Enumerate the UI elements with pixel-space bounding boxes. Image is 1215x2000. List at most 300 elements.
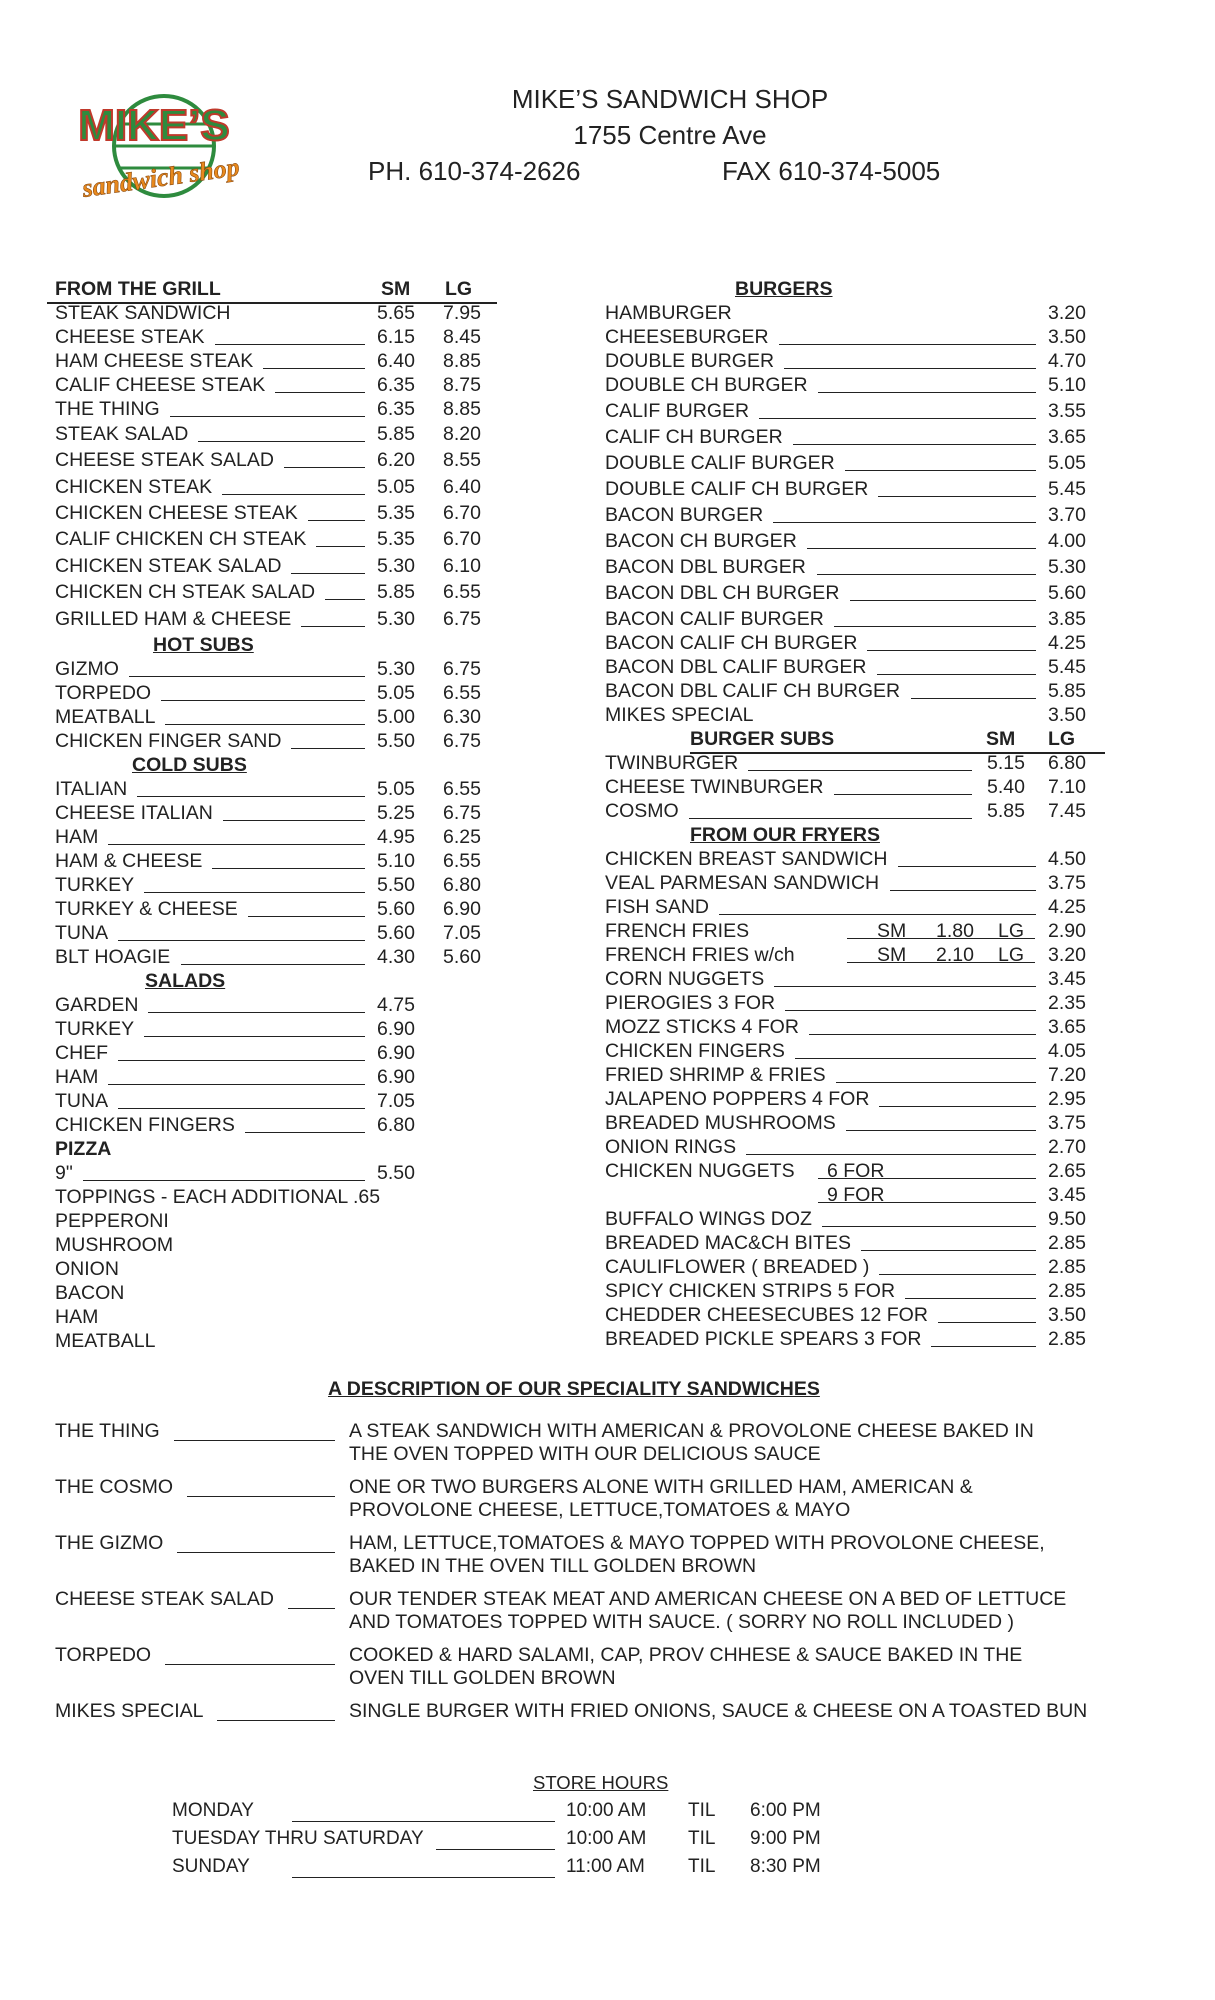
menu-row bbox=[55, 423, 525, 445]
price: 3.75 bbox=[1048, 1112, 1086, 1134]
menu-row bbox=[605, 350, 1105, 372]
menu-row bbox=[605, 896, 1105, 918]
qty-label: 6 FOR bbox=[827, 1160, 885, 1182]
price-sm: 5.50 bbox=[377, 730, 415, 752]
price: 5.85 bbox=[1048, 680, 1086, 702]
price-lg: 8.85 bbox=[443, 398, 481, 420]
description-line-2: THE OVEN TOPPED WITH OUR DELICIOUS SAUCE bbox=[349, 1443, 821, 1465]
leader-line bbox=[846, 1130, 1036, 1131]
menu-row bbox=[605, 530, 1105, 552]
price-sm: 5.10 bbox=[377, 850, 415, 872]
item-name: CALIF BURGER bbox=[605, 400, 750, 422]
leader-line bbox=[905, 1298, 1036, 1299]
menu-row bbox=[605, 1280, 1105, 1302]
leader-line bbox=[137, 796, 365, 797]
leader-line bbox=[817, 574, 1036, 575]
item-name: BLT HOAGIE bbox=[55, 946, 171, 968]
pizza-title: PIZZA bbox=[55, 1138, 112, 1160]
leader-line bbox=[222, 494, 365, 495]
price-lg: 6.75 bbox=[443, 730, 481, 752]
item-name: HAMBURGER bbox=[605, 302, 732, 324]
leader-line bbox=[834, 626, 1036, 627]
item-name: STEAK SANDWICH bbox=[55, 302, 231, 324]
menu-row bbox=[605, 920, 1105, 942]
menu-row bbox=[605, 400, 1105, 422]
price-sm: 6.80 bbox=[377, 1114, 415, 1136]
item-name: CHICKEN FINGERS bbox=[605, 1040, 785, 1062]
leader-line bbox=[785, 1010, 1036, 1011]
menu-row bbox=[55, 502, 525, 524]
description-name: MIKES SPECIAL bbox=[55, 1700, 204, 1722]
topping-item: ONION bbox=[55, 1258, 119, 1280]
price-sm: 5.35 bbox=[377, 528, 415, 550]
leader-line bbox=[847, 938, 1035, 939]
price-sm: 5.65 bbox=[377, 302, 415, 324]
menu-row bbox=[605, 1088, 1105, 1110]
item-name: GRILLED HAM & CHEESE bbox=[55, 608, 292, 630]
menu-row bbox=[605, 1016, 1105, 1038]
item-name: TORPEDO bbox=[55, 682, 152, 704]
price-sm: 4.95 bbox=[377, 826, 415, 848]
item-name: FRENCH FRIES w/ch bbox=[605, 944, 795, 966]
menu-row bbox=[55, 1114, 525, 1136]
price-lg: 6.80 bbox=[443, 874, 481, 896]
leader-line bbox=[83, 1180, 365, 1181]
menu-row bbox=[55, 1162, 525, 1184]
item-name: CHEESE ITALIAN bbox=[55, 802, 213, 824]
topping-item: HAM bbox=[55, 1306, 99, 1328]
leader-line bbox=[301, 626, 365, 627]
leader-line bbox=[291, 748, 365, 749]
item-name: DOUBLE CALIF BURGER bbox=[605, 452, 835, 474]
price-sm: 5.50 bbox=[377, 1162, 415, 1184]
price-sm: 6.20 bbox=[377, 449, 415, 471]
item-name: CHEESE TWINBURGER bbox=[605, 776, 824, 798]
leader-line bbox=[779, 344, 1036, 345]
price: 3.45 bbox=[1048, 968, 1086, 990]
menu-row bbox=[55, 1066, 525, 1088]
item-name: HAM & CHEESE bbox=[55, 850, 203, 872]
leader-line bbox=[822, 1226, 1036, 1227]
topping-item: MUSHROOM bbox=[55, 1234, 174, 1256]
menu-row bbox=[55, 398, 525, 420]
hours-til: TIL bbox=[688, 1800, 716, 1821]
price-lg: 8.75 bbox=[443, 374, 481, 396]
price: 3.20 bbox=[1048, 944, 1086, 966]
description-line-2: BAKED IN THE OVEN TILL GOLDEN BROWN bbox=[349, 1555, 757, 1577]
price: 3.65 bbox=[1048, 426, 1086, 448]
price: 3.55 bbox=[1048, 400, 1086, 422]
price-lg: 7.10 bbox=[1048, 776, 1086, 798]
price-sm: 6.90 bbox=[377, 1042, 415, 1064]
leader-line bbox=[898, 866, 1036, 867]
leader-line bbox=[291, 573, 365, 574]
description-name: CHEESE STEAK SALAD bbox=[55, 1588, 274, 1610]
menu-row bbox=[605, 848, 1105, 870]
price-lg: 6.70 bbox=[443, 502, 481, 524]
grill-title: FROM THE GRILL bbox=[55, 278, 221, 300]
price: 4.50 bbox=[1048, 848, 1086, 870]
description-line-2: OVEN TILL GOLDEN BROWN bbox=[349, 1667, 616, 1689]
price-sm: 5.05 bbox=[377, 682, 415, 704]
menu-row bbox=[55, 874, 525, 896]
menu-row bbox=[55, 1018, 525, 1040]
price-lg: 6.70 bbox=[443, 528, 481, 550]
menu-row bbox=[55, 922, 525, 944]
price: 5.30 bbox=[1048, 556, 1086, 578]
burgers-title: BURGERS bbox=[735, 278, 833, 300]
item-name: GIZMO bbox=[55, 658, 119, 680]
leader-line bbox=[845, 470, 1036, 471]
price: 3.70 bbox=[1048, 504, 1086, 526]
price-sm: 5.35 bbox=[377, 502, 415, 524]
description-line-2: PROVOLONE CHEESE, LETTUCE,TOMATOES & MAYO bbox=[349, 1499, 851, 1521]
price: 4.25 bbox=[1048, 896, 1086, 918]
item-name: CHEF bbox=[55, 1042, 109, 1064]
price: 3.50 bbox=[1048, 704, 1086, 726]
price: 3.50 bbox=[1048, 326, 1086, 348]
leader-line bbox=[308, 520, 365, 521]
leader-line bbox=[108, 1084, 365, 1085]
price: 5.10 bbox=[1048, 374, 1086, 396]
hours-close: 8:30 PM bbox=[750, 1856, 821, 1877]
price-lg: 6.75 bbox=[443, 608, 481, 630]
item-name: CHICKEN STEAK bbox=[55, 476, 213, 498]
price: 4.05 bbox=[1048, 1040, 1086, 1062]
leader-line bbox=[215, 344, 365, 345]
price: 5.05 bbox=[1048, 452, 1086, 474]
price: 4.25 bbox=[1048, 632, 1086, 654]
description-line-1: ONE OR TWO BURGERS ALONE WITH GRILLED HAM, AMERICAN & bbox=[349, 1476, 973, 1498]
hours-day: SUNDAY bbox=[172, 1856, 250, 1877]
leader-line bbox=[174, 1440, 335, 1441]
price: 3.65 bbox=[1048, 1016, 1086, 1038]
leader-line bbox=[284, 467, 365, 468]
leader-line bbox=[223, 820, 365, 821]
leader-line bbox=[890, 890, 1036, 891]
menu-row bbox=[55, 476, 525, 498]
item-name: TURKEY bbox=[55, 874, 135, 896]
leader-line bbox=[325, 599, 365, 600]
menu-row bbox=[605, 1064, 1105, 1086]
item-name: STEAK SALAD bbox=[55, 423, 189, 445]
leader-line bbox=[809, 1034, 1036, 1035]
item-name: TURKEY & CHEESE bbox=[55, 898, 238, 920]
price: 5.45 bbox=[1048, 478, 1086, 500]
price: 2.65 bbox=[1048, 1160, 1086, 1182]
menu-row bbox=[55, 350, 525, 372]
topping-item: PEPPERONI bbox=[55, 1210, 169, 1232]
leader-line bbox=[170, 416, 365, 417]
menu-row bbox=[605, 1040, 1105, 1062]
price-sm: 5.15 bbox=[987, 752, 1025, 774]
description-name: THE THING bbox=[55, 1420, 160, 1442]
lg-label: LG bbox=[998, 920, 1025, 942]
leader-line bbox=[818, 392, 1036, 393]
menu-row bbox=[55, 682, 525, 704]
description-name: THE COSMO bbox=[55, 1476, 174, 1498]
item-name: BACON CALIF BURGER bbox=[605, 608, 824, 630]
leader-line bbox=[879, 1106, 1036, 1107]
price-sm: 2.10 bbox=[936, 944, 974, 966]
item-name: FRENCH FRIES bbox=[605, 920, 750, 942]
price-lg: 7.05 bbox=[443, 922, 481, 944]
price: 4.00 bbox=[1048, 530, 1086, 552]
burger-subs-title: BURGER SUBS bbox=[690, 728, 835, 750]
menu-row bbox=[605, 478, 1105, 500]
leader-line bbox=[198, 441, 365, 442]
menu-row bbox=[605, 302, 1105, 324]
leader-line bbox=[746, 1154, 1036, 1155]
item-name: JALAPENO POPPERS 4 FOR bbox=[605, 1088, 870, 1110]
leader-line bbox=[165, 724, 365, 725]
item-name: BREADED MUSHROOMS bbox=[605, 1112, 836, 1134]
description-line-1: COOKED & HARD SALAMI, CAP, PROV CHHESE & SAUCE BAKED IN THE bbox=[349, 1644, 1023, 1666]
menu-row bbox=[605, 944, 1105, 966]
menu-row bbox=[55, 581, 525, 603]
leader-line bbox=[248, 916, 365, 917]
description-line-1: HAM, LETTUCE,TOMATOES & MAYO TOPPED WITH PROVOLONE CHEESE, bbox=[349, 1532, 1045, 1554]
price: 5.60 bbox=[1048, 582, 1086, 604]
price-sm: 1.80 bbox=[936, 920, 974, 942]
grill-header bbox=[47, 278, 497, 304]
item-name: 9" bbox=[55, 1162, 73, 1184]
item-name: CHICKEN CHEESE STEAK bbox=[55, 502, 298, 524]
item-name: BREADED PICKLE SPEARS 3 FOR bbox=[605, 1328, 922, 1350]
leader-line bbox=[288, 1608, 335, 1609]
menu-row bbox=[605, 504, 1105, 526]
price: 3.50 bbox=[1048, 1304, 1086, 1326]
menu-row bbox=[55, 994, 525, 1016]
price: 7.20 bbox=[1048, 1064, 1086, 1086]
price-lg: 6.55 bbox=[443, 682, 481, 704]
menu-row bbox=[605, 608, 1105, 630]
menu-row bbox=[605, 582, 1105, 604]
item-name: CALIF CHICKEN CH STEAK bbox=[55, 528, 307, 550]
item-name: FRIED SHRIMP & FRIES bbox=[605, 1064, 826, 1086]
shop-phone: PH. 610-374-2626 bbox=[368, 156, 581, 186]
leader-line bbox=[911, 698, 1036, 699]
topping-item: BACON bbox=[55, 1282, 125, 1304]
menu-row bbox=[55, 1090, 525, 1112]
price-lg: 8.85 bbox=[443, 350, 481, 372]
shop-fax: FAX 610-374-5005 bbox=[722, 156, 941, 186]
item-name: CHEDDER CHEESECUBES 12 FOR bbox=[605, 1304, 928, 1326]
leader-line bbox=[867, 650, 1036, 651]
item-name: MOZZ STICKS 4 FOR bbox=[605, 1016, 799, 1038]
item-name: HAM bbox=[55, 1066, 99, 1088]
menu-row bbox=[605, 968, 1105, 990]
price-sm: 5.30 bbox=[377, 555, 415, 577]
leader-line bbox=[795, 1058, 1036, 1059]
price-sm: 6.35 bbox=[377, 398, 415, 420]
shop-name: MIKE’S SANDWICH SHOP bbox=[511, 84, 829, 114]
item-name: HAM bbox=[55, 826, 99, 848]
price-sm: 5.40 bbox=[987, 776, 1025, 798]
price: 4.70 bbox=[1048, 350, 1086, 372]
item-name: SPICY CHICKEN STRIPS 5 FOR bbox=[605, 1280, 896, 1302]
menu-row bbox=[55, 802, 525, 824]
lg-header: LG bbox=[1048, 728, 1076, 750]
descriptions-title: A DESCRIPTION OF OUR SPECIALITY SANDWICHES bbox=[328, 1378, 820, 1400]
leader-line bbox=[689, 818, 972, 819]
price: 2.35 bbox=[1048, 992, 1086, 1014]
menu-row bbox=[605, 1112, 1105, 1134]
leader-line bbox=[118, 1108, 365, 1109]
item-name: BACON CH BURGER bbox=[605, 530, 797, 552]
hours-close: 9:00 PM bbox=[750, 1828, 821, 1849]
burger-subs-header bbox=[690, 728, 1105, 754]
item-name: TURKEY bbox=[55, 1018, 135, 1040]
leader-line bbox=[748, 770, 972, 771]
price-sm: 5.85 bbox=[377, 581, 415, 603]
item-name: TWINBURGER bbox=[605, 752, 739, 774]
store-hours-title: STORE HOURS bbox=[533, 1772, 669, 1793]
price: 3.20 bbox=[1048, 302, 1086, 324]
hours-open: 10:00 AM bbox=[566, 1800, 647, 1821]
svg-text:sandwich shop: sandwich shop bbox=[80, 152, 242, 203]
item-name: BACON DBL CALIF CH BURGER bbox=[605, 680, 901, 702]
item-name: PIEROGIES 3 FOR bbox=[605, 992, 776, 1014]
menu-row bbox=[605, 1184, 1105, 1206]
item-name: DOUBLE CH BURGER bbox=[605, 374, 808, 396]
price: 2.95 bbox=[1048, 1088, 1086, 1110]
item-name: BACON DBL BURGER bbox=[605, 556, 806, 578]
leader-line bbox=[784, 368, 1036, 369]
hours-day: MONDAY bbox=[172, 1800, 254, 1821]
leader-line bbox=[793, 444, 1036, 445]
leader-line bbox=[719, 914, 1036, 915]
menu-row bbox=[55, 658, 525, 680]
leader-line bbox=[836, 1082, 1036, 1083]
item-name: ONION RINGS bbox=[605, 1136, 737, 1158]
price-sm: 5.05 bbox=[377, 476, 415, 498]
menu-row bbox=[605, 992, 1105, 1014]
shop-address: 1755 Centre Ave bbox=[573, 120, 767, 150]
price-sm: 5.50 bbox=[377, 874, 415, 896]
price-lg: 7.45 bbox=[1048, 800, 1086, 822]
leader-line bbox=[850, 600, 1036, 601]
description-line-1: A STEAK SANDWICH WITH AMERICAN & PROVOLONE CHEESE BAKED IN bbox=[349, 1420, 1034, 1442]
description-line-2: AND TOMATOES TOPPED WITH SAUCE. ( SORRY NO ROLL INCLUDED ) bbox=[349, 1611, 1014, 1633]
hours-close: 6:00 PM bbox=[750, 1800, 821, 1821]
price: 3.85 bbox=[1048, 608, 1086, 630]
item-name: ITALIAN bbox=[55, 778, 128, 800]
lg-label: LG bbox=[998, 944, 1025, 966]
leader-line bbox=[187, 1496, 335, 1497]
price-sm: 5.85 bbox=[987, 800, 1025, 822]
item-name: BREADED MAC&CH BITES bbox=[605, 1232, 851, 1254]
price-lg: 6.75 bbox=[443, 802, 481, 824]
menu-row bbox=[605, 752, 1105, 774]
price-lg: 6.55 bbox=[443, 850, 481, 872]
price-lg: 6.90 bbox=[443, 898, 481, 920]
hours-open: 10:00 AM bbox=[566, 1828, 647, 1849]
leader-line bbox=[118, 940, 365, 941]
menu-row bbox=[605, 800, 1105, 822]
price: 3.45 bbox=[1048, 1184, 1086, 1206]
menu-row bbox=[605, 1232, 1105, 1254]
price-sm: 5.60 bbox=[377, 898, 415, 920]
menu-row bbox=[605, 326, 1105, 348]
description-name: TORPEDO bbox=[55, 1644, 152, 1666]
item-name: CHICKEN FINGERS bbox=[55, 1114, 235, 1136]
salads-title: SALADS bbox=[145, 970, 226, 992]
leader-line bbox=[879, 1274, 1036, 1275]
price-sm: 6.90 bbox=[377, 1066, 415, 1088]
item-name: MIKES SPECIAL bbox=[605, 704, 754, 726]
price: 9.50 bbox=[1048, 1208, 1086, 1230]
hours-open: 11:00 AM bbox=[566, 1856, 645, 1877]
price: 2.85 bbox=[1048, 1232, 1086, 1254]
price-sm: 5.00 bbox=[377, 706, 415, 728]
price-lg: 6.55 bbox=[443, 581, 481, 603]
menu-row bbox=[55, 1042, 525, 1064]
price-sm: 4.30 bbox=[377, 946, 415, 968]
leader-line bbox=[217, 1720, 335, 1721]
sm-label: SM bbox=[877, 920, 907, 942]
price-sm: 5.25 bbox=[377, 802, 415, 824]
leader-line bbox=[263, 368, 365, 369]
item-name: CALIF CHEESE STEAK bbox=[55, 374, 266, 396]
price: 3.75 bbox=[1048, 872, 1086, 894]
topping-item: MEATBALL bbox=[55, 1330, 156, 1352]
description-line-1: SINGLE BURGER WITH FRIED ONIONS, SAUCE & CHEESE ON A TOASTED BUN bbox=[349, 1700, 1088, 1722]
item-name: CHICKEN STEAK SALAD bbox=[55, 555, 282, 577]
item-name: DOUBLE CALIF CH BURGER bbox=[605, 478, 869, 500]
leader-line bbox=[212, 868, 365, 869]
item-name: CHICKEN FINGER SAND bbox=[55, 730, 282, 752]
menu-row bbox=[605, 704, 1105, 726]
price: 2.70 bbox=[1048, 1136, 1086, 1158]
price-lg: 6.30 bbox=[443, 706, 481, 728]
cold-subs-title: COLD SUBS bbox=[132, 754, 247, 776]
leader-line bbox=[292, 1877, 555, 1878]
leader-line bbox=[165, 1664, 335, 1665]
leader-line bbox=[847, 962, 1035, 963]
price-sm: 6.40 bbox=[377, 350, 415, 372]
item-name: MEATBALL bbox=[55, 706, 156, 728]
item-name: TUNA bbox=[55, 922, 109, 944]
price-lg: 6.80 bbox=[1048, 752, 1086, 774]
item-name: BACON CALIF CH BURGER bbox=[605, 632, 858, 654]
price: 2.90 bbox=[1048, 920, 1086, 942]
menu-row bbox=[605, 452, 1105, 474]
leader-line bbox=[773, 522, 1036, 523]
price-sm: 6.35 bbox=[377, 374, 415, 396]
menu-row bbox=[605, 632, 1105, 654]
price-lg: 7.95 bbox=[443, 302, 481, 324]
item-name: CHICKEN CH STEAK SALAD bbox=[55, 581, 316, 603]
toppings-label: TOPPINGS - EACH ADDITIONAL .65 bbox=[55, 1186, 381, 1208]
hours-til: TIL bbox=[688, 1856, 716, 1877]
item-name: CHICKEN BREAST SANDWICH bbox=[605, 848, 888, 870]
price-lg: 8.20 bbox=[443, 423, 481, 445]
price-sm: 7.05 bbox=[377, 1090, 415, 1112]
leader-line bbox=[878, 496, 1036, 497]
lg-header: LG bbox=[445, 278, 473, 300]
price-sm: 5.85 bbox=[377, 423, 415, 445]
price-sm: 4.75 bbox=[377, 994, 415, 1016]
menu-row bbox=[605, 680, 1105, 702]
leader-line bbox=[118, 1060, 365, 1061]
price-lg: 8.55 bbox=[443, 449, 481, 471]
menu-row bbox=[605, 1208, 1105, 1230]
menu-row bbox=[55, 826, 525, 848]
item-name: TUNA bbox=[55, 1090, 109, 1112]
leader-line bbox=[108, 844, 365, 845]
leader-line bbox=[759, 418, 1036, 419]
